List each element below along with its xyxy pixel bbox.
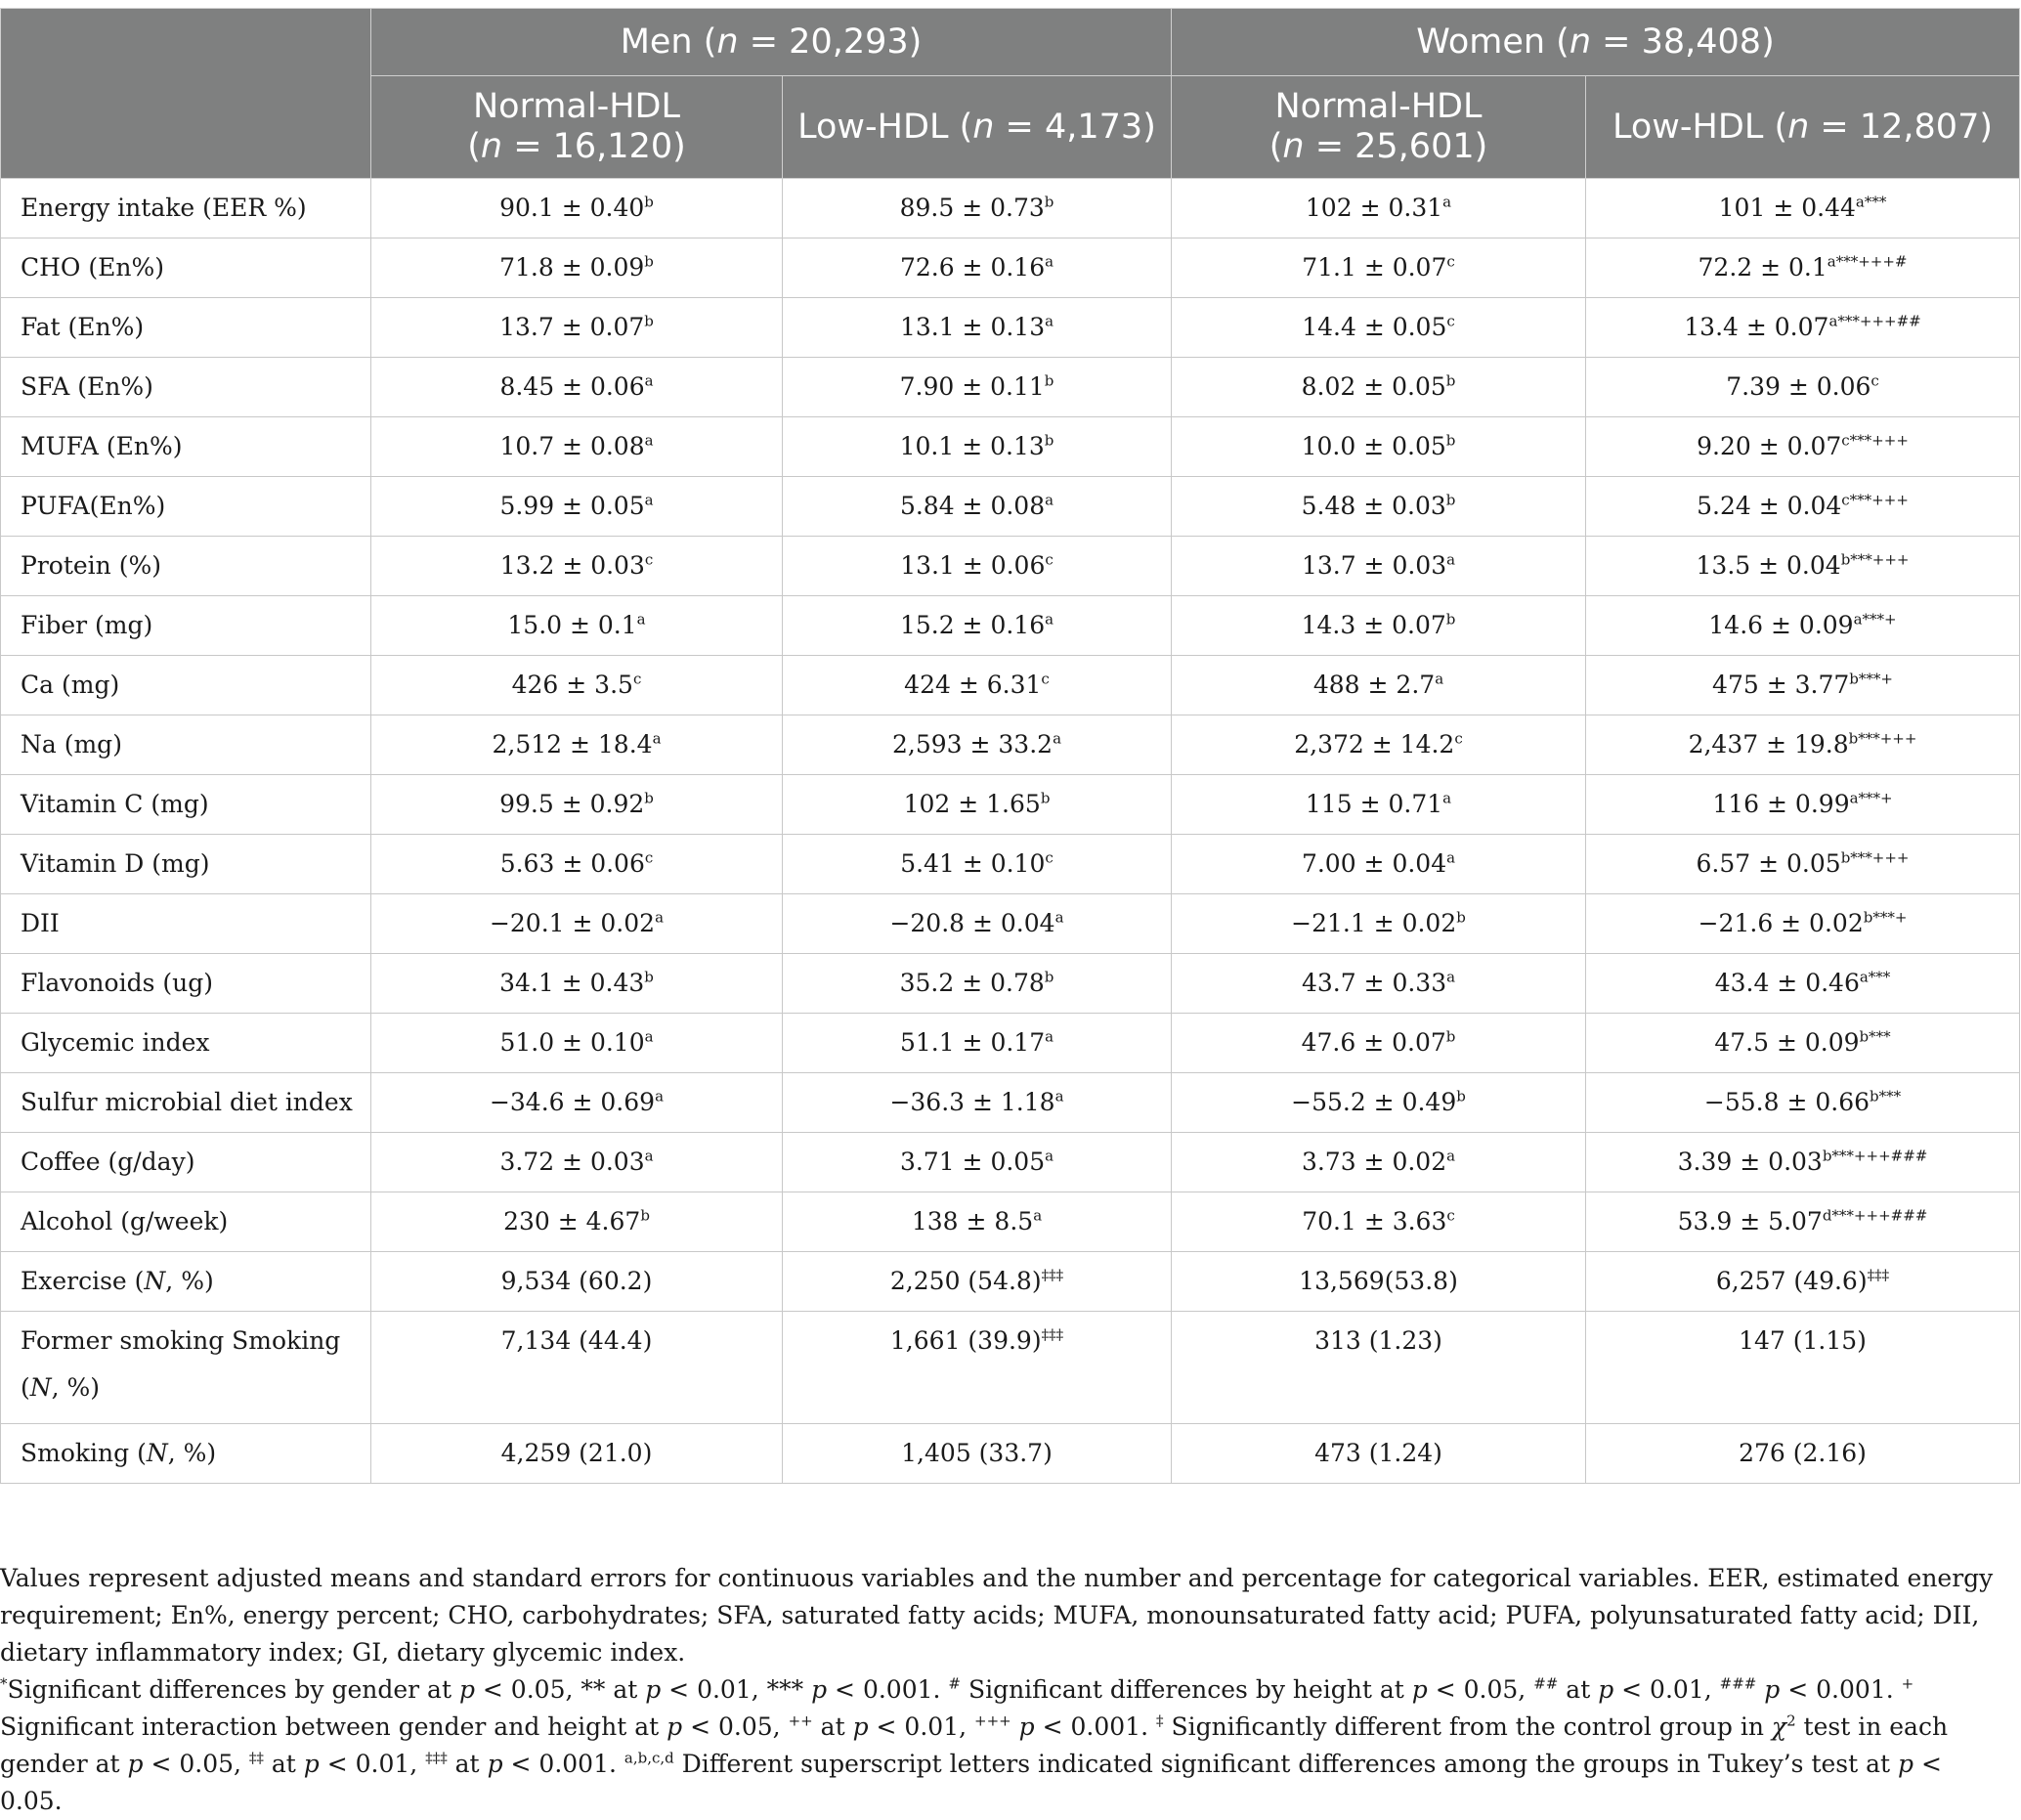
- table-cell: [371, 656, 783, 715]
- cell-value: 9,534 (60.2): [500, 1267, 653, 1295]
- cell-value: 14.4 ± 0.05: [1302, 313, 1447, 341]
- cell-superscript: b: [644, 968, 654, 986]
- cell-value: 35.2 ± 0.78: [899, 969, 1045, 997]
- row-label: MUFA (En%): [1, 417, 371, 477]
- cell-superscript: a: [1045, 491, 1054, 509]
- table-cell: [371, 1312, 783, 1424]
- row-label: Ca (mg): [1, 656, 371, 715]
- cell-superscript: c: [1446, 252, 1455, 271]
- cell-value: 276 (2.16): [1739, 1439, 1867, 1467]
- cell-value: 47.6 ± 0.07: [1301, 1028, 1446, 1057]
- row-label: Flavonoids (ug): [1, 954, 371, 1014]
- table-row: [1, 537, 2020, 596]
- cell-superscript: a: [1446, 550, 1456, 569]
- row-label: Vitamin C (mg): [1, 775, 371, 835]
- cell-superscript: a: [1435, 670, 1444, 688]
- cell-superscript: a: [1033, 1206, 1043, 1225]
- table-cell: [1172, 238, 1586, 298]
- cell-value: 53.9 ± 5.07: [1677, 1207, 1823, 1235]
- table-row: [1, 358, 2020, 417]
- cell-superscript: a: [1053, 729, 1062, 748]
- cell-superscript: c: [644, 550, 654, 569]
- men-low-hdl-header: Low-HDL (n = 4,173): [783, 76, 1172, 179]
- cell-superscript: b: [1044, 371, 1054, 390]
- table-cell: [1586, 954, 2020, 1014]
- cell-superscript: c***+++: [1841, 431, 1909, 450]
- table-cell: [1586, 1014, 2020, 1073]
- cell-value: 13.5 ± 0.04: [1696, 551, 1841, 580]
- table-cell: [783, 298, 1172, 358]
- cell-superscript: a: [1054, 908, 1064, 927]
- table-cell: [783, 1312, 1172, 1424]
- cell-value: 70.1 ± 3.63: [1302, 1207, 1447, 1235]
- table-row: [1, 954, 2020, 1014]
- cell-value: 10.0 ± 0.05: [1301, 432, 1446, 460]
- cell-superscript: c: [1045, 550, 1054, 569]
- table-cell: [1172, 835, 1586, 894]
- table-cell: [1586, 477, 2020, 537]
- table-cell: [1586, 1073, 2020, 1133]
- row-label: SFA (En%): [1, 358, 371, 417]
- cell-value: 3.72 ± 0.03: [499, 1148, 645, 1176]
- table-cell: [371, 954, 783, 1014]
- table-cell: [371, 238, 783, 298]
- cell-superscript: b***+++: [1840, 848, 1910, 867]
- table-row: [1, 1073, 2020, 1133]
- table-cell: [783, 179, 1172, 238]
- cell-superscript: a***+: [1849, 789, 1893, 807]
- cell-value: 2,372 ± 14.2: [1294, 730, 1455, 758]
- cell-superscript: a: [652, 729, 662, 748]
- table-cell: [783, 894, 1172, 954]
- women-low-hdl-header: Low-HDL (n = 12,807): [1586, 76, 2020, 179]
- cell-value: 13.7 ± 0.03: [1301, 551, 1447, 580]
- cell-superscript: a: [644, 431, 654, 450]
- cell-value: 15.2 ± 0.16: [899, 611, 1046, 639]
- table-cell: [371, 835, 783, 894]
- table-cell: [1586, 537, 2020, 596]
- table-cell: [1172, 894, 1586, 954]
- table-row: [1, 417, 2020, 477]
- table-cell: [371, 358, 783, 417]
- cell-value: 13.1 ± 0.13: [899, 313, 1046, 341]
- footnote-abbreviations: Values represent adjusted means and standard errors for continuous variables and the number and percentage for categorical variables. EER, estimated energy requirement; En%, energy percent; CHO, carbohydrates; SFA, saturated fatty acids; MUFA, monounsaturated fatty acid; PUFA, polyunsaturated fatty acid; DII, dietary inflammatory index; GI, dietary glycemic index.: [0, 1564, 1994, 1667]
- cell-value: 2,593 ± 33.2: [891, 730, 1054, 758]
- cell-value: 47.5 ± 0.09: [1714, 1028, 1860, 1057]
- table-cell: [1586, 417, 2020, 477]
- cell-superscript: a: [644, 1027, 654, 1046]
- table-cell: [1172, 477, 1586, 537]
- table-row: [1, 775, 2020, 835]
- table-cell: [1172, 298, 1586, 358]
- cell-value: 13.2 ± 0.03: [499, 551, 645, 580]
- table-cell: [783, 775, 1172, 835]
- women-normal-hdl-header: Normal-HDL (n = 25,601): [1172, 76, 1586, 179]
- table-row: [1, 1252, 2020, 1312]
- cell-value: 6.57 ± 0.05: [1696, 849, 1841, 878]
- cell-superscript: a***: [1855, 193, 1887, 211]
- cell-superscript: b: [1445, 431, 1456, 450]
- cell-superscript: b: [1445, 371, 1456, 390]
- table-cell: [371, 1073, 783, 1133]
- table-cell: [1172, 1014, 1586, 1073]
- row-label: Exercise (N, %): [1, 1252, 371, 1312]
- table-cell: [783, 358, 1172, 417]
- table-cell: [783, 835, 1172, 894]
- table-footnotes: [0, 1560, 2003, 1820]
- table-cell: [783, 1252, 1172, 1312]
- cell-value: 43.4 ± 0.46: [1714, 969, 1860, 997]
- cell-superscript: c: [1446, 312, 1455, 330]
- cell-superscript: d***+++###: [1822, 1206, 1928, 1225]
- table-cell: [1586, 358, 2020, 417]
- cell-superscript: b: [1445, 610, 1456, 628]
- table-cell: [371, 715, 783, 775]
- row-label: Fiber (mg): [1, 596, 371, 656]
- table-cell: [1172, 775, 1586, 835]
- table-cell: [783, 537, 1172, 596]
- cell-superscript: a: [644, 491, 654, 509]
- table-cell: [783, 1014, 1172, 1073]
- table-cell: [1172, 1312, 1586, 1424]
- table-cell: [1586, 596, 2020, 656]
- table-body: [1, 179, 2020, 1484]
- table-row: [1, 596, 2020, 656]
- table-cell: [783, 656, 1172, 715]
- row-label: Energy intake (EER %): [1, 179, 371, 238]
- table-row: [1, 1133, 2020, 1192]
- cell-value: 475 ± 3.77: [1712, 671, 1850, 699]
- cell-value: 72.2 ± 0.1: [1698, 253, 1828, 282]
- cell-superscript: b: [1044, 193, 1054, 211]
- cell-value: 90.1 ± 0.40: [499, 194, 645, 222]
- table-row: [1, 1312, 2020, 1424]
- cell-value: 7.00 ± 0.04: [1301, 849, 1447, 878]
- table-cell: [783, 417, 1172, 477]
- cell-superscript: a: [1442, 789, 1452, 807]
- cell-value: 2,250 (54.8): [889, 1267, 1042, 1295]
- table-cell: [371, 894, 783, 954]
- cell-value: 102 ± 0.31: [1305, 194, 1443, 222]
- cell-value: 1,661 (39.9): [889, 1326, 1042, 1355]
- cell-superscript: b***: [1859, 1027, 1891, 1046]
- table-cell: [371, 477, 783, 537]
- cell-value: 13.1 ± 0.06: [900, 551, 1046, 580]
- cell-value: 5.99 ± 0.05: [499, 492, 645, 520]
- cell-superscript: b: [1044, 968, 1054, 986]
- cell-superscript: a***+: [1853, 610, 1897, 628]
- cell-superscript: a: [1054, 1087, 1064, 1105]
- cell-superscript: b***+++: [1848, 729, 1917, 748]
- table-cell: [783, 1073, 1172, 1133]
- table-cell: [371, 417, 783, 477]
- cell-superscript: a: [644, 1147, 654, 1165]
- table-row: [1, 835, 2020, 894]
- row-label: Glycemic index: [1, 1014, 371, 1073]
- cell-value: 5.84 ± 0.08: [899, 492, 1046, 520]
- cell-value: −20.1 ± 0.02: [489, 909, 656, 937]
- cell-value: 5.41 ± 0.10: [900, 849, 1046, 878]
- table-cell: [371, 596, 783, 656]
- table-cell: [1172, 715, 1586, 775]
- cell-value: 1,405 (33.7): [901, 1439, 1053, 1467]
- cell-superscript: a***+++##: [1828, 312, 1921, 330]
- cell-value: 43.7 ± 0.33: [1301, 969, 1447, 997]
- table-cell: [1172, 537, 1586, 596]
- cell-value: 10.7 ± 0.08: [499, 432, 645, 460]
- table-cell: [371, 1424, 783, 1484]
- cell-superscript: a: [1045, 1147, 1054, 1165]
- table-cell: [1586, 894, 2020, 954]
- cell-superscript: ‡‡‡: [1041, 1325, 1064, 1344]
- cell-value: 3.71 ± 0.05: [899, 1148, 1046, 1176]
- cell-value: 3.73 ± 0.02: [1301, 1148, 1447, 1176]
- cell-superscript: c: [644, 848, 654, 867]
- table-cell: [1586, 1312, 2020, 1424]
- cell-superscript: b: [1445, 491, 1456, 509]
- table-cell: [1586, 179, 2020, 238]
- cell-superscript: b***+: [1863, 908, 1908, 927]
- table-cell: [371, 1014, 783, 1073]
- cell-value: 7.39 ± 0.06: [1726, 372, 1871, 401]
- cell-value: 14.6 ± 0.09: [1708, 611, 1854, 639]
- cell-superscript: a: [1045, 252, 1054, 271]
- cell-superscript: c: [1870, 371, 1879, 390]
- table-cell: [783, 1424, 1172, 1484]
- row-label: Sulfur microbial diet index: [1, 1073, 371, 1133]
- table-cell: [1172, 1073, 1586, 1133]
- cell-superscript: a: [655, 1087, 665, 1105]
- table-cell: [371, 298, 783, 358]
- row-label: DII: [1, 894, 371, 954]
- cell-value: 3.39 ± 0.03: [1677, 1148, 1823, 1176]
- table-cell: [1172, 1192, 1586, 1252]
- cell-superscript: ‡‡‡: [1867, 1266, 1890, 1284]
- cell-superscript: a: [1446, 848, 1456, 867]
- table-cell: [1172, 1252, 1586, 1312]
- cell-value: −21.1 ± 0.02: [1291, 909, 1457, 937]
- row-label: Coffee (g/day): [1, 1133, 371, 1192]
- cell-value: −21.6 ± 0.02: [1698, 909, 1864, 937]
- cell-value: 10.1 ± 0.13: [899, 432, 1045, 460]
- table-cell: [1172, 1424, 1586, 1484]
- table-cell: [1586, 1133, 2020, 1192]
- cell-superscript: a: [636, 610, 646, 628]
- table-cell: [783, 238, 1172, 298]
- table-cell: [783, 954, 1172, 1014]
- cell-value: 116 ± 0.99: [1712, 790, 1850, 818]
- row-label: PUFA(En%): [1, 477, 371, 537]
- cell-value: 71.8 ± 0.09: [499, 253, 645, 282]
- cell-superscript: a: [644, 371, 654, 390]
- cell-value: 147 (1.15): [1739, 1326, 1867, 1355]
- cell-value: −20.8 ± 0.04: [889, 909, 1055, 937]
- table-cell: [783, 715, 1172, 775]
- table-cell: [1586, 835, 2020, 894]
- cell-value: 488 ± 2.7: [1312, 671, 1436, 699]
- cell-value: 101 ± 0.44: [1718, 194, 1856, 222]
- table-cell: [783, 1192, 1172, 1252]
- cell-value: 72.6 ± 0.16: [899, 253, 1046, 282]
- footnote-significance: *Significant differences by gender at p < 0.05, ** at p < 0.01, *** p < 0.001. # Significant differences by height at p < 0.05, ## at p < 0.01, ### p < 0.001. + Significant interaction between gender and height at p < 0.05, ++ at p < 0.01, +++ p < 0.001. ‡ Significantly different from the control group in $\chi^2$ test in each gender at p < 0.05, ‡‡ at p < 0.01, ‡‡‡ at p < 0.001. $^{a,b,c,d}$ Different superscript letters indicated significant differences among the groups in Tukey’s test at p < 0.05.: [0, 1674, 1949, 1815]
- men-normal-hdl-header: Normal-HDL (n = 16,120): [371, 76, 783, 179]
- row-label: Fat (En%): [1, 298, 371, 358]
- cell-superscript: b***+: [1849, 670, 1893, 688]
- cell-value: 8.02 ± 0.05: [1301, 372, 1446, 401]
- cell-superscript: a: [1446, 968, 1456, 986]
- table-row: [1, 179, 2020, 238]
- cell-superscript: c: [1041, 670, 1050, 688]
- table-cell: [783, 596, 1172, 656]
- cell-value: 7,134 (44.4): [500, 1326, 653, 1355]
- cell-superscript: a: [1446, 1147, 1456, 1165]
- cell-value: 102 ± 1.65: [903, 790, 1041, 818]
- cell-superscript: a: [1045, 610, 1054, 628]
- table-cell: [371, 537, 783, 596]
- cell-superscript: a: [1045, 1027, 1054, 1046]
- table-cell: [1586, 1424, 2020, 1484]
- table-cell: [371, 775, 783, 835]
- cell-superscript: b: [1044, 431, 1054, 450]
- cell-superscript: a***: [1859, 968, 1891, 986]
- table-cell: [371, 1192, 783, 1252]
- table-row: [1, 894, 2020, 954]
- table-cell: [1172, 179, 1586, 238]
- table-cell: [783, 477, 1172, 537]
- cell-value: 5.48 ± 0.03: [1301, 492, 1446, 520]
- cell-value: 6,257 (49.6): [1715, 1267, 1868, 1295]
- cell-superscript: ‡‡‡: [1041, 1266, 1064, 1284]
- cell-value: 115 ± 0.71: [1305, 790, 1443, 818]
- row-label: Na (mg): [1, 715, 371, 775]
- cell-value: 5.63 ± 0.06: [499, 849, 645, 878]
- table-row: [1, 1424, 2020, 1484]
- cell-superscript: b: [1040, 789, 1051, 807]
- table-cell: [1586, 775, 2020, 835]
- table-row: [1, 477, 2020, 537]
- cell-superscript: c: [1454, 729, 1463, 748]
- cell-superscript: b: [1445, 1027, 1456, 1046]
- cell-value: 99.5 ± 0.92: [499, 790, 645, 818]
- row-label: Former smoking Smoking (N, %): [1, 1312, 371, 1424]
- table-cell: [783, 1133, 1172, 1192]
- cell-superscript: b: [644, 789, 654, 807]
- cell-value: 4,259 (21.0): [500, 1439, 653, 1467]
- cell-value: 7.90 ± 0.11: [899, 372, 1045, 401]
- cell-value: −34.6 ± 0.69: [489, 1088, 656, 1116]
- cell-value: 51.1 ± 0.17: [899, 1028, 1046, 1057]
- cell-superscript: b***+++: [1840, 550, 1910, 569]
- cell-value: 138 ± 8.5: [911, 1207, 1034, 1235]
- cell-value: −55.2 ± 0.49: [1291, 1088, 1457, 1116]
- cell-value: 13,569(53.8): [1299, 1267, 1458, 1295]
- cell-value: 313 (1.23): [1314, 1326, 1442, 1355]
- table-row: [1, 238, 2020, 298]
- cell-value: 424 ± 6.31: [904, 671, 1042, 699]
- table-row: [1, 1014, 2020, 1073]
- table-cell: [1586, 656, 2020, 715]
- cell-superscript: b: [644, 252, 654, 271]
- cell-superscript: a: [1045, 312, 1054, 330]
- cell-value: 2,512 ± 18.4: [492, 730, 653, 758]
- table-cell: [1586, 715, 2020, 775]
- cell-superscript: c: [632, 670, 642, 688]
- men-group-header: Men (n = 20,293): [371, 9, 1172, 76]
- row-label: Smoking (N, %): [1, 1424, 371, 1484]
- row-label: Alcohol (g/week): [1, 1192, 371, 1252]
- cell-superscript: c: [1446, 1206, 1455, 1225]
- cell-superscript: a: [655, 908, 665, 927]
- table-cell: [1172, 656, 1586, 715]
- table-row: [1, 1192, 2020, 1252]
- cell-superscript: b***+++###: [1822, 1147, 1928, 1165]
- table-row: [1, 656, 2020, 715]
- cell-value: 15.0 ± 0.1: [507, 611, 637, 639]
- nutrient-intake-table: [0, 8, 2020, 1484]
- table-cell: [371, 1252, 783, 1312]
- cell-superscript: c: [1045, 848, 1054, 867]
- table-row: [1, 298, 2020, 358]
- table-cell: [1172, 1133, 1586, 1192]
- cell-value: −36.3 ± 1.18: [889, 1088, 1055, 1116]
- cell-value: 426 ± 3.5: [511, 671, 633, 699]
- cell-value: 230 ± 4.67: [503, 1207, 641, 1235]
- table-row: [1, 715, 2020, 775]
- cell-superscript: a***+++#: [1827, 252, 1908, 271]
- table-cell: [1172, 358, 1586, 417]
- cell-superscript: b***: [1870, 1087, 1902, 1105]
- cell-value: 14.3 ± 0.07: [1301, 611, 1446, 639]
- table-cell: [1586, 298, 2020, 358]
- table-cell: [1172, 954, 1586, 1014]
- table-cell: [1586, 1192, 2020, 1252]
- cell-value: 51.0 ± 0.10: [499, 1028, 645, 1057]
- cell-superscript: c***+++: [1841, 491, 1909, 509]
- cell-value: 71.1 ± 0.07: [1302, 253, 1447, 282]
- cell-value: 9.20 ± 0.07: [1697, 432, 1842, 460]
- cell-superscript: b: [1456, 908, 1466, 927]
- cell-value: 89.5 ± 0.73: [899, 194, 1045, 222]
- cell-value: −55.8 ± 0.66: [1703, 1088, 1870, 1116]
- table-cell: [1172, 596, 1586, 656]
- table-cell: [1586, 238, 2020, 298]
- table-cell: [1172, 417, 1586, 477]
- cell-superscript: b: [644, 312, 654, 330]
- cell-value: 13.4 ± 0.07: [1684, 313, 1829, 341]
- cell-value: 8.45 ± 0.06: [499, 372, 645, 401]
- row-label: Vitamin D (mg): [1, 835, 371, 894]
- table-cell: [371, 1133, 783, 1192]
- cell-superscript: b: [644, 193, 654, 211]
- cell-value: 5.24 ± 0.04: [1697, 492, 1842, 520]
- cell-superscript: b: [1456, 1087, 1466, 1105]
- table-cell: [371, 179, 783, 238]
- cell-value: 2,437 ± 19.8: [1688, 730, 1849, 758]
- row-label: Protein (%): [1, 537, 371, 596]
- cell-superscript: a: [1442, 193, 1452, 211]
- cell-value: 473 (1.24): [1314, 1439, 1442, 1467]
- cell-value: 13.7 ± 0.07: [499, 313, 645, 341]
- women-group-header: Women (n = 38,408): [1172, 9, 2020, 76]
- header-blank-cell: [1, 9, 371, 179]
- cell-value: 34.1 ± 0.43: [499, 969, 645, 997]
- row-label: CHO (En%): [1, 238, 371, 298]
- cell-superscript: b: [640, 1206, 650, 1225]
- table-cell: [1586, 1252, 2020, 1312]
